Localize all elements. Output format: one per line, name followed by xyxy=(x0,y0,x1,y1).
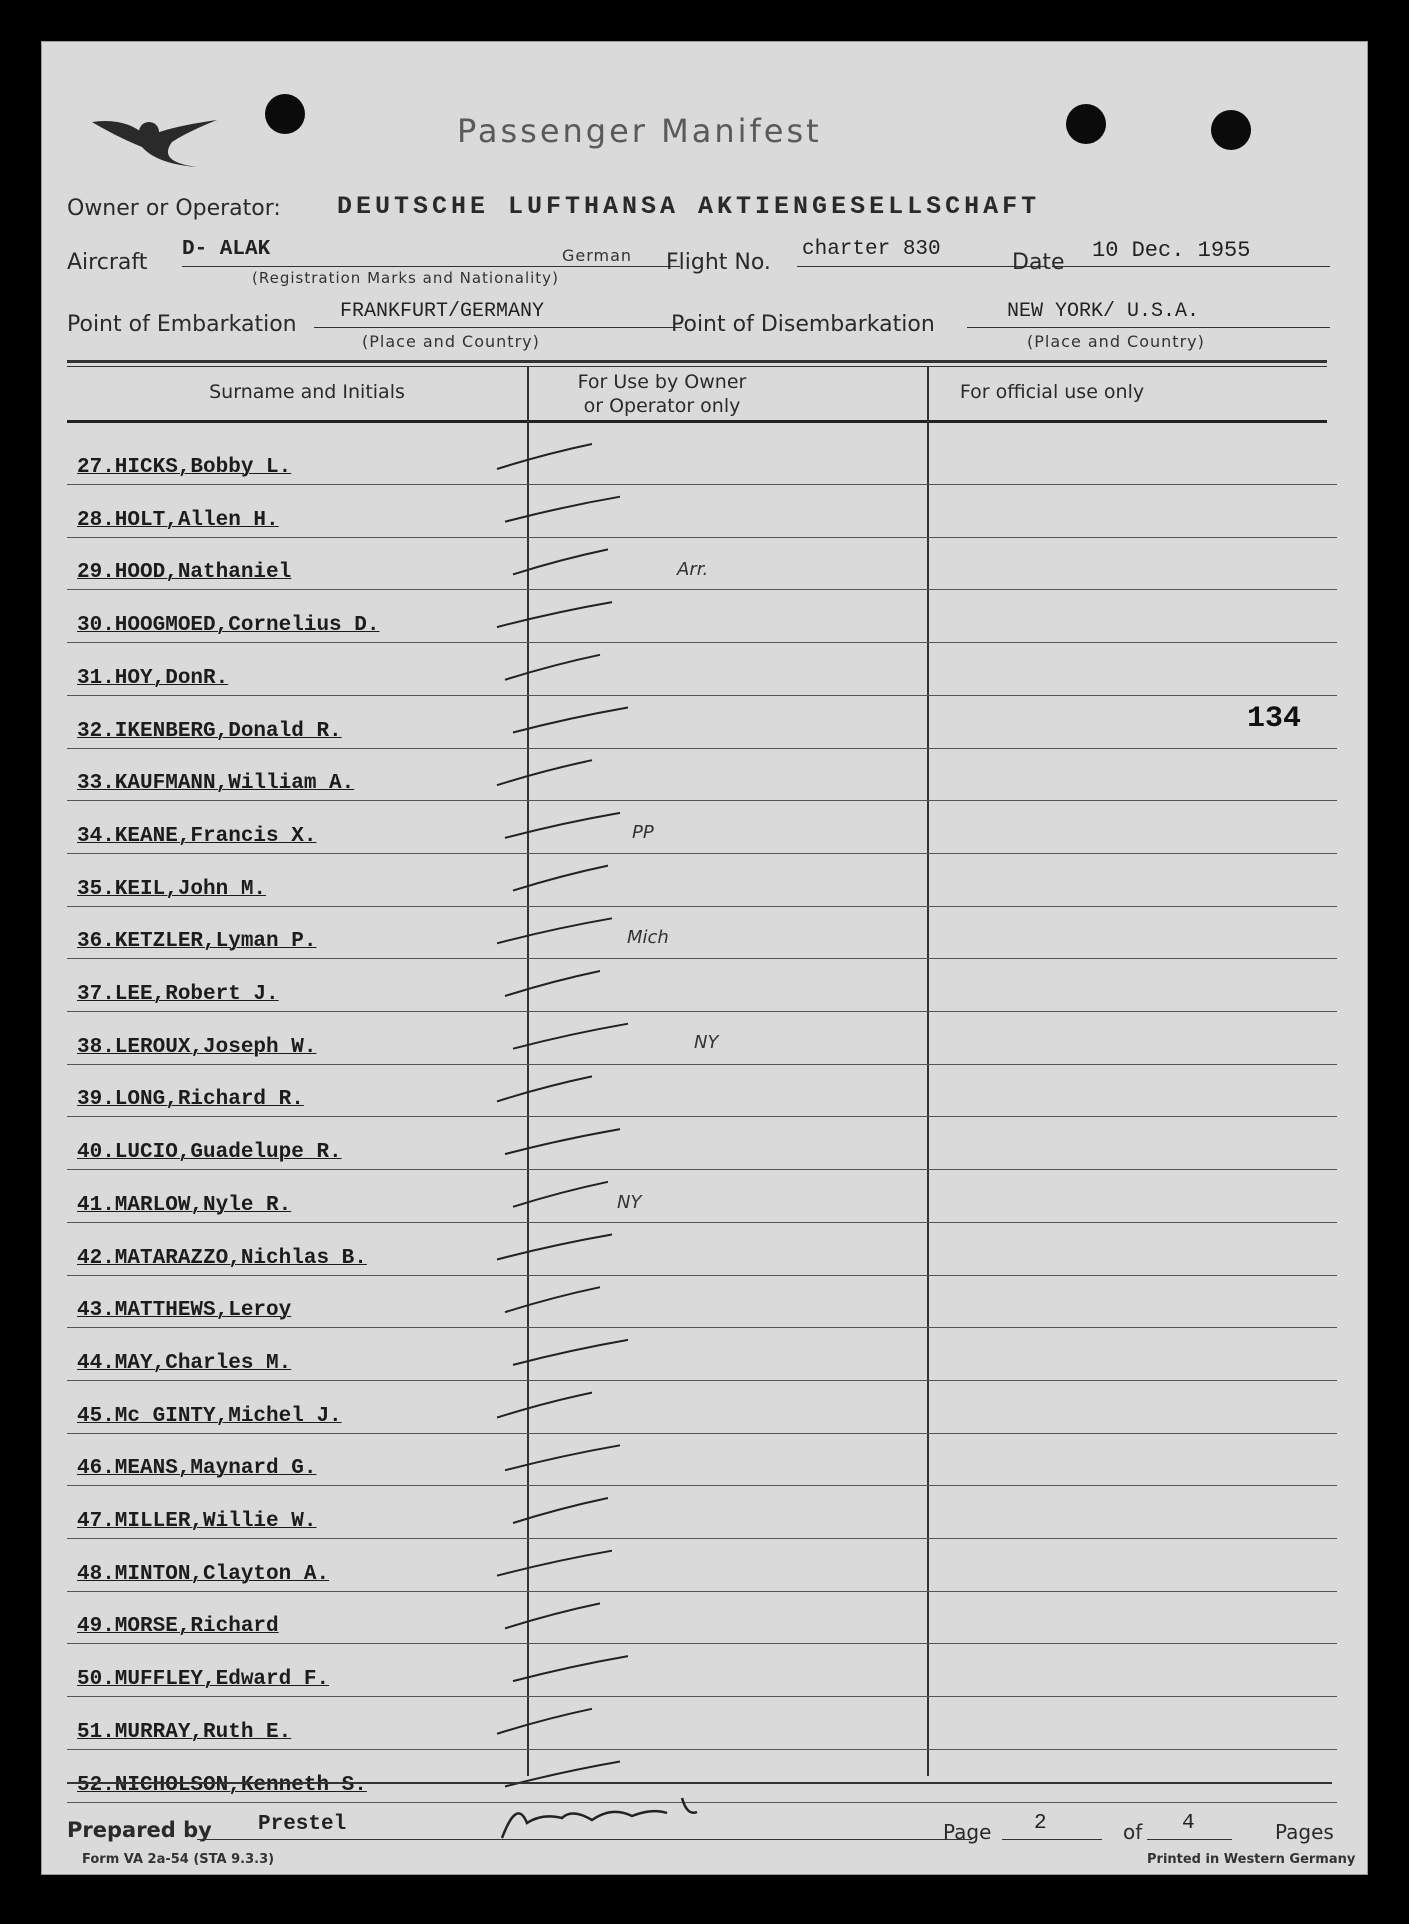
embarkation-value: FRANKFURT/GERMANY xyxy=(340,300,545,323)
passenger-name: 48.MINTON,Clayton A. xyxy=(77,1562,330,1586)
check-mark xyxy=(505,497,620,522)
passenger-name: 33.KAUFMANN,William A. xyxy=(77,772,355,796)
passenger-name: 37.LEE,Robert J. xyxy=(77,983,279,1006)
disembarkation-label: Point of Disembarkation xyxy=(671,312,935,337)
passenger-name: 29.HOOD,Nathaniel xyxy=(77,561,292,585)
form-number: Form VA 2a-54 (STA 9.3.3) xyxy=(82,1852,275,1867)
aircraft-value: D- ALAK xyxy=(182,238,271,261)
check-mark xyxy=(497,918,612,943)
passenger-name: 50.MUFFLEY,Edward F. xyxy=(77,1668,330,1692)
check-mark xyxy=(497,1709,592,1734)
check-mark xyxy=(505,1287,600,1312)
page-value: 2 xyxy=(1034,1812,1047,1835)
check-mark xyxy=(513,1182,608,1207)
passenger-name: 31.HOY,DonR. xyxy=(77,666,229,690)
passenger-name: 36.KETZLER,Lyman P. xyxy=(77,930,317,954)
prepared-value: Prestel xyxy=(258,1813,347,1836)
passenger-name: 40.LUCIO,Guadelupe R. xyxy=(77,1141,342,1165)
check-mark xyxy=(513,866,608,891)
check-mark xyxy=(497,1393,592,1418)
check-mark xyxy=(497,760,592,785)
check-mark xyxy=(513,1656,628,1681)
note-ny-38: NY xyxy=(694,1032,719,1053)
passenger-name: 46.MEANS,Maynard G. xyxy=(77,1457,317,1481)
note-arr: Arr. xyxy=(677,559,709,580)
check-mark xyxy=(505,1129,620,1154)
check-marks xyxy=(42,42,1367,1874)
passenger-name: 34.KEANE,Francis X. xyxy=(77,824,317,848)
disembarkation-value: NEW YORK/ U.S.A. xyxy=(1007,300,1200,323)
passenger-name: 49.MORSE,Richard xyxy=(77,1615,279,1639)
prepared-label: Prepared by xyxy=(67,1818,212,1842)
passenger-name: 30.HOOGMOED,Cornelius D. xyxy=(77,614,380,638)
check-mark xyxy=(513,1340,628,1365)
passenger-name: 35.KEIL,John M. xyxy=(77,877,267,901)
of-value: 4 xyxy=(1182,1812,1195,1835)
owner-label: Owner or Operator: xyxy=(67,196,281,221)
check-mark xyxy=(505,1603,600,1628)
passenger-name: 51.MURRAY,Ruth E. xyxy=(77,1720,292,1744)
col-header-official: For official use only xyxy=(959,381,1145,403)
check-mark xyxy=(513,1498,608,1523)
check-mark xyxy=(497,1076,592,1101)
official-number: 134 xyxy=(1247,702,1302,736)
check-mark xyxy=(505,813,620,838)
passenger-name: 38.LEROUX,Joseph W. xyxy=(77,1035,317,1059)
page-label: Page xyxy=(943,1820,992,1844)
date-value: 10 Dec. 1955 xyxy=(1092,238,1251,263)
flight-label: Flight No. xyxy=(666,250,771,275)
col-header-owner-use: For Use by Owner or Operator only xyxy=(577,371,747,417)
passenger-name: 41.MARLOW,Nyle R. xyxy=(77,1193,292,1217)
embarkation-label: Point of Embarkation xyxy=(67,312,297,337)
check-mark xyxy=(497,444,592,469)
owner-value: DEUTSCHE LUFTHANSA AKTIENGESELLSCHAFT xyxy=(337,192,1041,221)
page-title: Passenger Manifest xyxy=(457,112,822,150)
col-header-name: Surname and Initials xyxy=(209,381,405,403)
passenger-name: 32.IKENBERG,Donald R. xyxy=(77,719,342,743)
passenger-name: 45.Mc GINTY,Michel J. xyxy=(77,1404,342,1428)
check-mark xyxy=(497,1235,612,1260)
passenger-name: 27.HICKS,Bobby L. xyxy=(77,456,292,479)
passenger-name: 47.MILLER,Willie W. xyxy=(77,1510,317,1533)
check-mark xyxy=(513,1024,628,1049)
flight-value: charter 830 xyxy=(802,238,941,261)
passenger-name: 43.MATTHEWS,Leroy xyxy=(77,1299,292,1323)
note-mich: Mich xyxy=(627,927,669,948)
check-mark xyxy=(497,1551,612,1576)
aircraft-nationality: German xyxy=(562,246,633,265)
pages-label: Pages xyxy=(1275,1820,1334,1844)
passenger-name: 44.MAY,Charles M. xyxy=(77,1351,292,1375)
check-mark xyxy=(513,549,608,574)
manifest-sheet xyxy=(41,41,1368,1875)
check-mark xyxy=(513,708,628,733)
passenger-name: 52.NICHOLSON,Kenneth S. xyxy=(77,1773,367,1797)
aircraft-label: Aircraft xyxy=(67,250,148,275)
passenger-name: 28.HOLT,Allen H. xyxy=(77,508,279,532)
check-mark xyxy=(505,1445,620,1470)
embarkation-caption: (Place and Country) xyxy=(362,332,540,351)
check-mark xyxy=(505,971,600,996)
of-label: of xyxy=(1123,1820,1143,1844)
printed-in: Printed in Western Germany xyxy=(1147,1852,1356,1867)
note-pp: PP xyxy=(632,822,654,843)
passenger-name: 42.MATARAZZO,Nichlas B. xyxy=(77,1246,367,1270)
disembarkation-caption: (Place and Country) xyxy=(1027,332,1205,351)
check-mark xyxy=(497,602,612,627)
note-ny-41: NY xyxy=(617,1192,642,1213)
check-mark xyxy=(505,655,600,680)
signature xyxy=(482,1788,762,1848)
passenger-name: 39.LONG,Richard R. xyxy=(77,1088,304,1112)
date-label: Date xyxy=(1012,250,1065,275)
aircraft-caption: (Registration Marks and Nationality) xyxy=(252,269,559,287)
